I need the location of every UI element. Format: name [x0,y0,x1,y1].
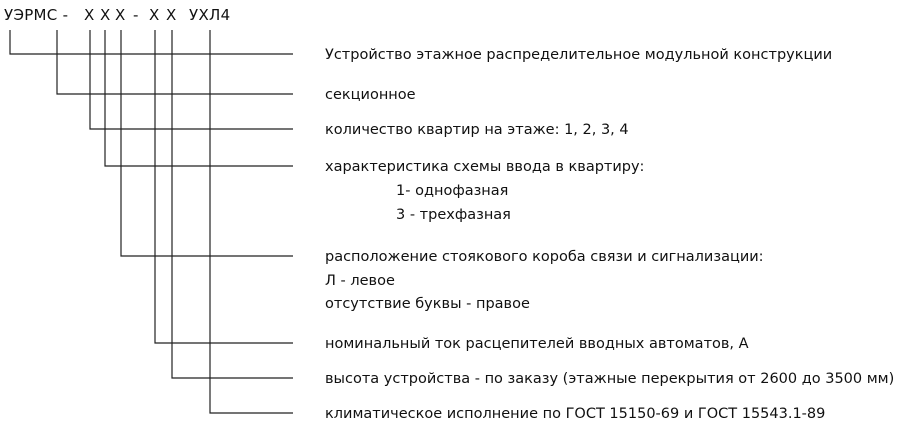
description-device: Устройство этажное распределительное модульной конструкции [325,47,833,63]
connector-line-sectional [57,30,293,94]
code-x-height: Х [166,6,177,24]
description-sectional: секционное [325,87,416,103]
input-scheme-option-three-phase: 3 - трехфазная [396,207,511,223]
box-location-option-left: Л - левое [325,273,395,289]
connector-line-box-location [121,30,293,256]
code-dash: - [133,6,139,24]
input-scheme-option-single-phase: 1- однофазная [396,183,509,199]
description-apartments: количество квартир на этаже: 1, 2, 3, 4 [325,122,629,138]
connector-line-climate [210,30,293,413]
connector-line-device [10,30,293,54]
code-x-rated-current: Х [149,6,160,24]
description-height: высота устройства - по заказу (этажные перекрытия от 2600 до 3500 мм) [325,371,895,387]
code-x-box-location: Х [115,6,126,24]
description-input-scheme: характеристика схемы ввода в квартиру: [325,159,645,175]
code-climate-suffix: УХЛ4 [189,6,231,24]
code-x-input-scheme: Х [100,6,111,24]
code-prefix: УЭРМС - [4,6,69,24]
description-climate: климатическое исполнение по ГОСТ 15150-69 и ГОСТ 15543.1-89 [325,406,826,422]
connector-line-rated-current [155,30,293,343]
description-rated-current: номинальный ток расцепителей вводных автоматов, А [325,336,749,352]
connector-line-input-scheme [105,30,293,166]
description-box-location: расположение стоякового короба связи и сигнализации: [325,249,764,265]
code-x-apartments: Х [84,6,95,24]
box-location-option-right: отсутствие буквы - правое [325,296,530,312]
connector-line-height [172,30,293,378]
